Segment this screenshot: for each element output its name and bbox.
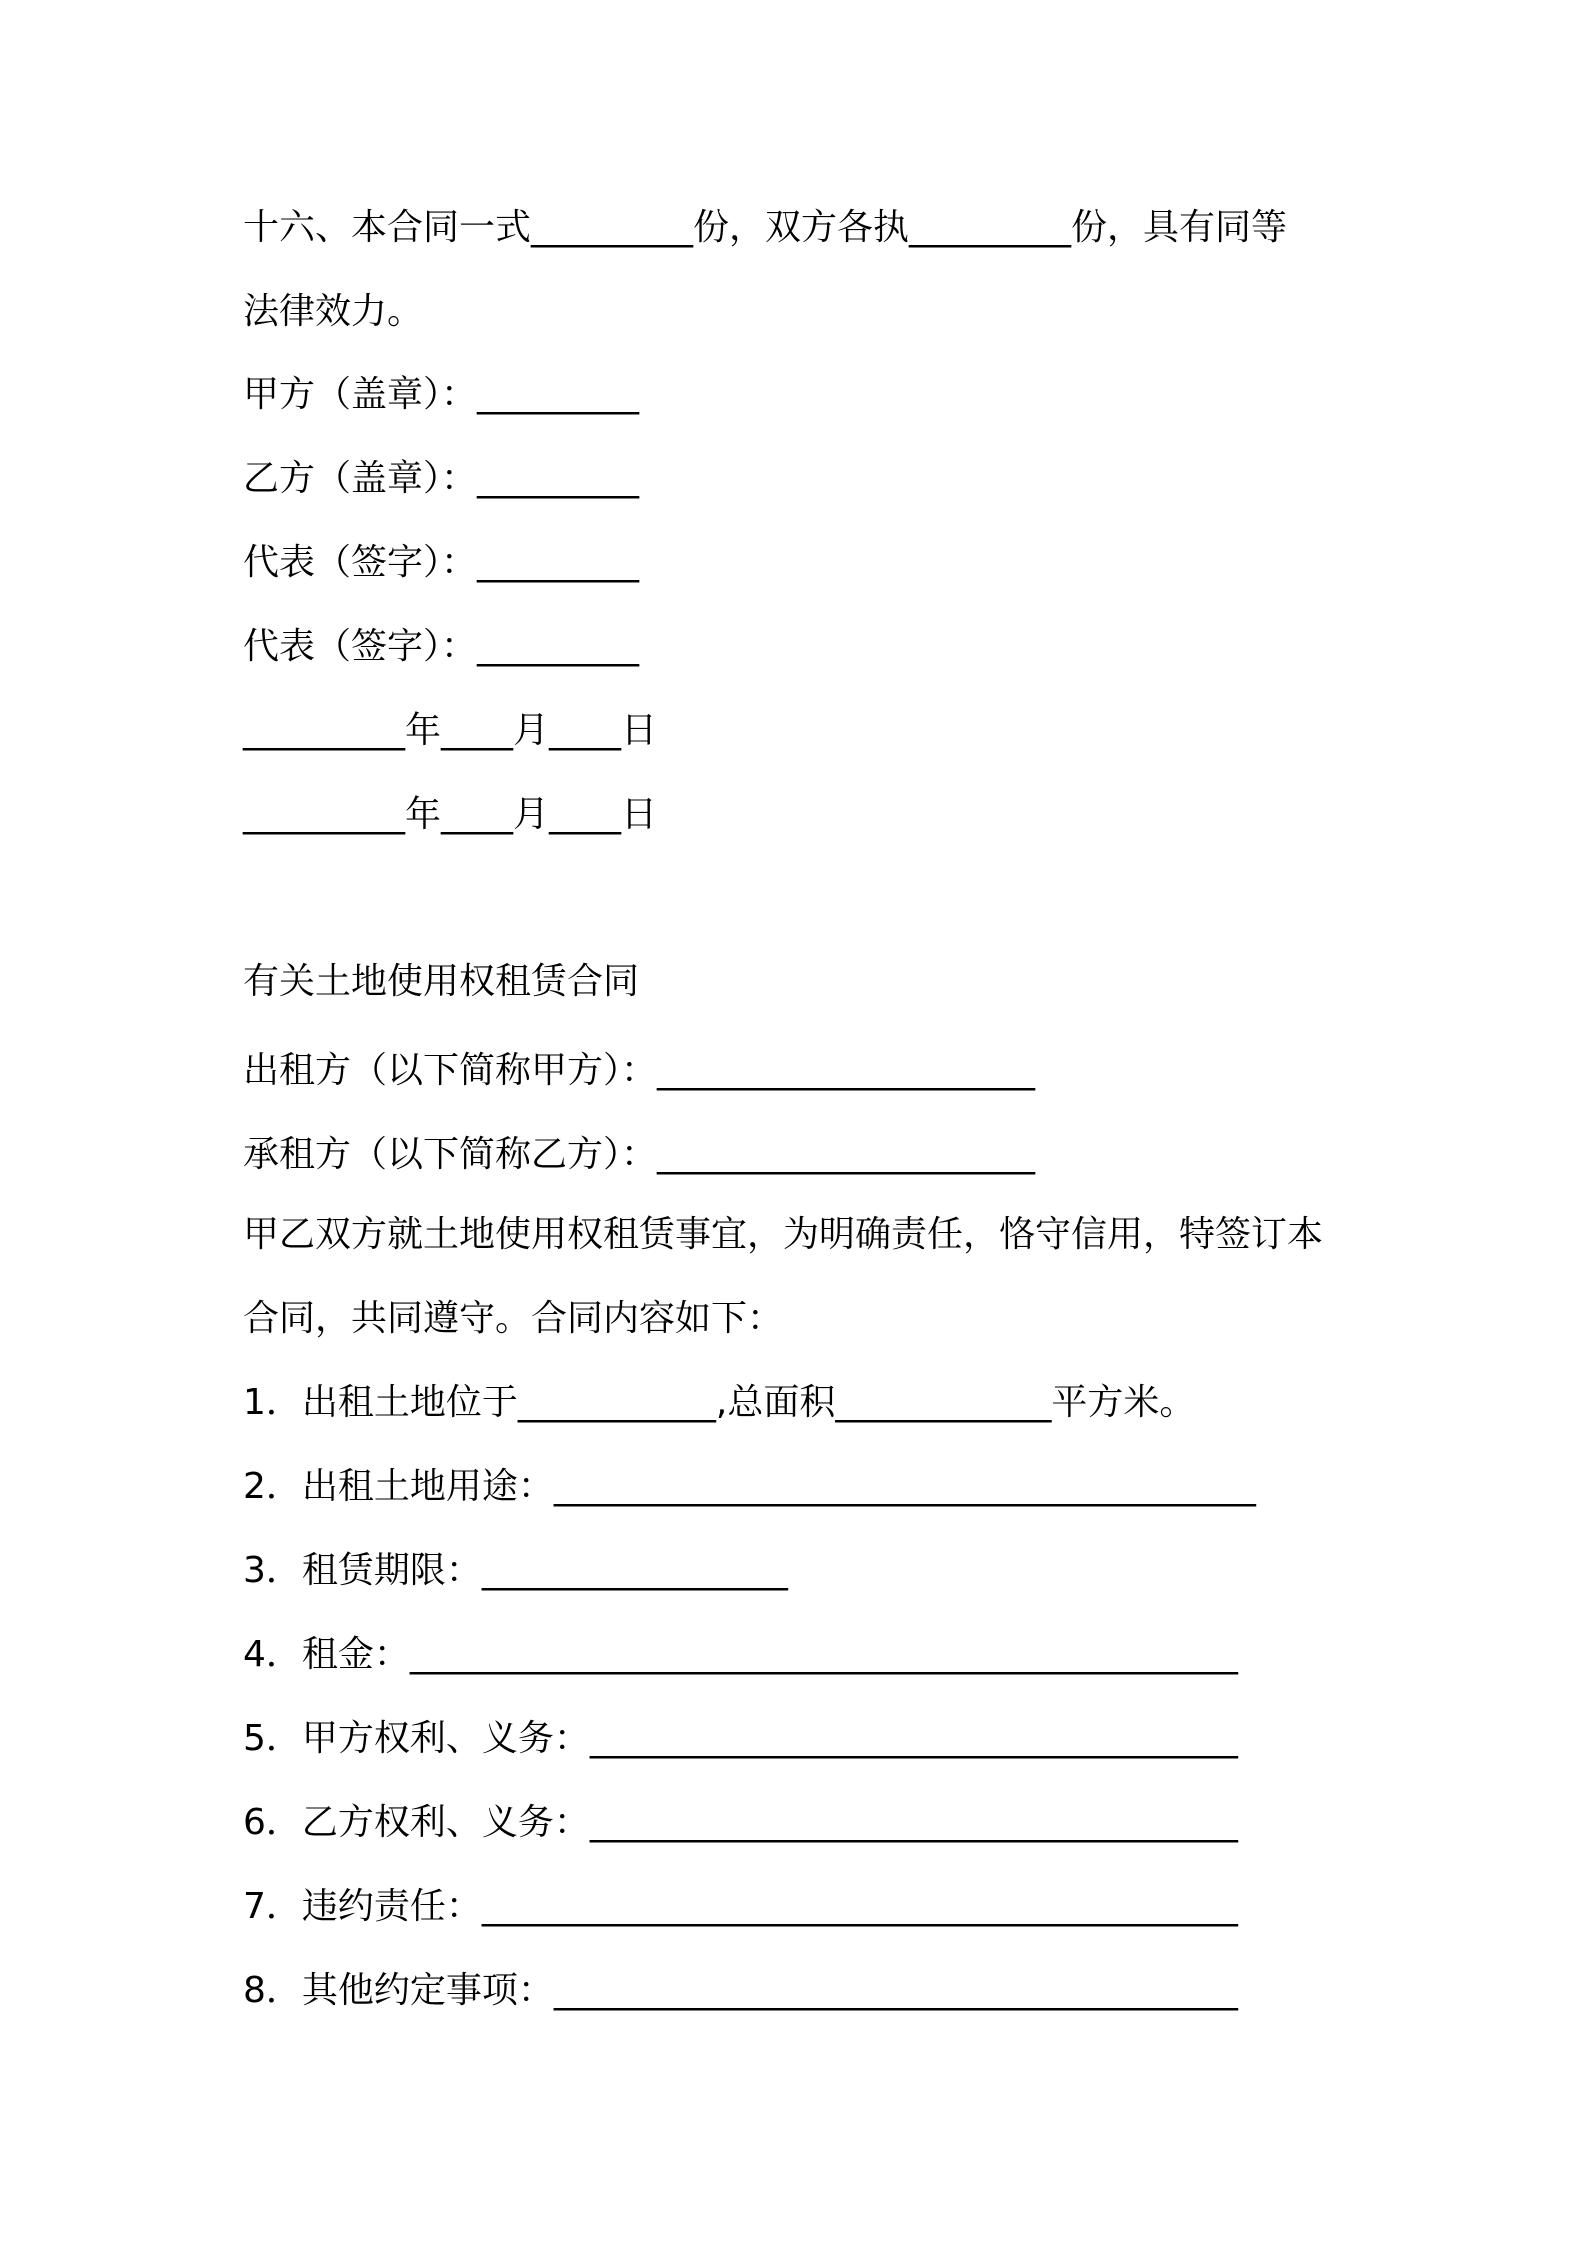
- party-b-seal-field: 乙方（盖章）：_________: [243, 458, 640, 499]
- contract-item-8: 8．其他约定事项：______________________________________: [243, 1970, 1238, 2011]
- contract-item-6: 6．乙方权利、义务：____________________________________: [243, 1802, 1238, 1843]
- representative-sign-field-1: 代表（签字）：_________: [243, 542, 640, 583]
- section-16-line-2: 法律效力。: [243, 291, 424, 332]
- contract-intro-line-1: 甲乙双方就土地使用权租赁事宜，为明确责任，恪守信用，特签订本: [243, 1214, 1324, 1255]
- contract-item-7: 7．违约责任：__________________________________________: [243, 1886, 1238, 1927]
- date-field-2: _________年____月____日: [243, 794, 657, 835]
- representative-sign-field-2: 代表（签字）：_________: [243, 626, 640, 667]
- contract-item-1: 1．出租土地位于___________,总面积____________平方米。: [243, 1382, 1196, 1423]
- lessee-field: 承租方（以下简称乙方）：_____________________: [243, 1134, 1036, 1175]
- contract-item-2: 2．出租土地用途：_______________________________________: [243, 1466, 1256, 1507]
- contract-item-5: 5．甲方权利、义务：____________________________________: [243, 1718, 1238, 1759]
- date-field-1: _________年____月____日: [243, 710, 657, 751]
- contract-item-3: 3．租赁期限：_________________: [243, 1550, 788, 1591]
- party-a-seal-field: 甲方（盖章）：_________: [243, 374, 640, 415]
- section-16-line-1: 十六、本合同一式_________份，双方各执_________份，具有同等: [243, 207, 1288, 248]
- contract-item-4: 4．租金：______________________________________________: [243, 1634, 1238, 1675]
- contract-intro-line-2: 合同，共同遵守。合同内容如下：: [243, 1298, 784, 1339]
- contract-title: 有关土地使用权租赁合同: [243, 961, 640, 1002]
- lessor-field: 出租方（以下简称甲方）：_____________________: [243, 1050, 1036, 1091]
